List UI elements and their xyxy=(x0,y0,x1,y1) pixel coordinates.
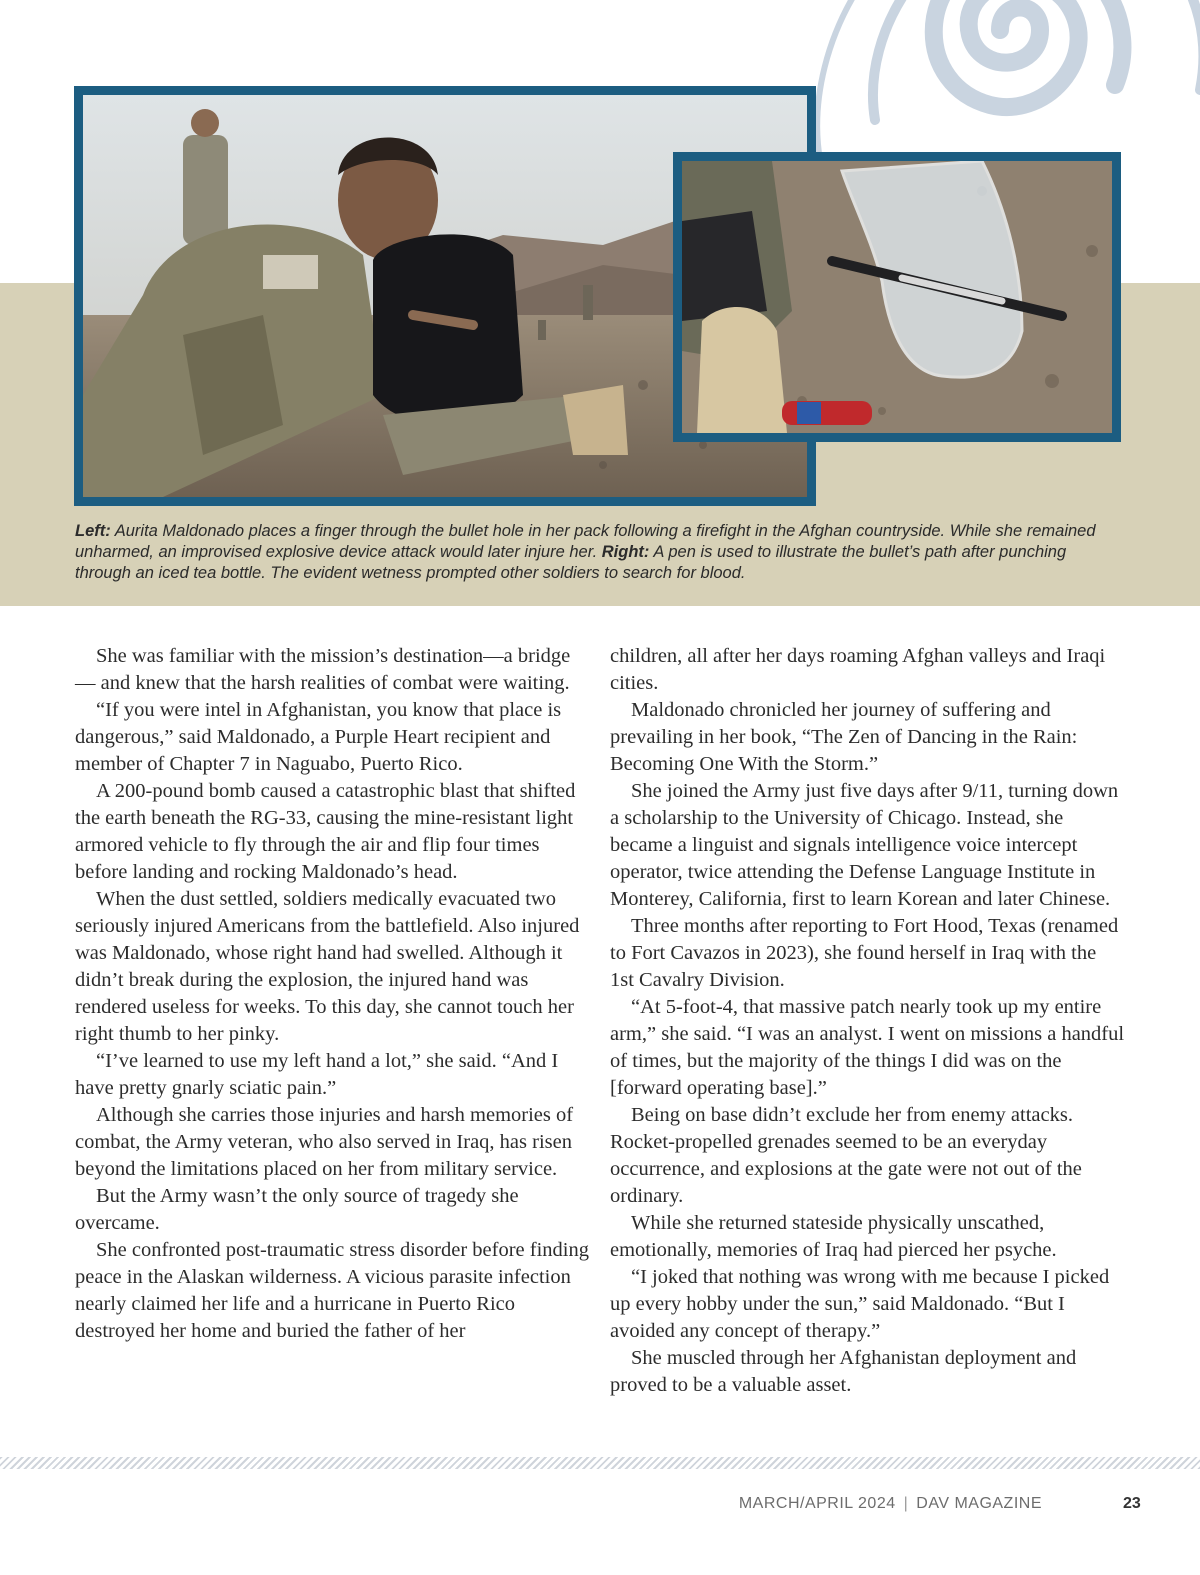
paragraph: She confronted post-traumatic stress disorder before finding peace in the Alaskan wilderness. A vicious parasite infection nearly claimed her life and a hurricane in Puerto Rico destroyed her home and buried the father of her xyxy=(75,1239,590,1342)
paragraph: She joined the Army just five days after 9/11, turning down a scholarship to the University of Chicago. Instead, she became a linguist and signals intelligence voice intercept operator, twice attending the Defense Language Institute in Monterey, California, first to learn Korean and later Chinese. xyxy=(610,780,1119,910)
page-number: 23 xyxy=(1123,1495,1141,1512)
footer-issue: MARCH/APRIL 2024 xyxy=(738,1495,896,1512)
footer-hatch-divider xyxy=(0,1457,1200,1469)
footer-magazine: DAV MAGAZINE xyxy=(916,1495,1042,1512)
caption-right-text: A pen is used to illustrate the bullet’s path after punching through an iced tea bottle. The evident wetness prompted other soldiers to search for blood. xyxy=(75,543,1067,582)
caption-left-label: Left: xyxy=(75,522,111,540)
paragraph: “I joked that nothing was wrong with me because I picked up every hobby under the sun,” said Maldonado. “But I avoided any concept of therapy.” xyxy=(610,1266,1110,1342)
paragraph: But the Army wasn’t the only source of tragedy she overcame. xyxy=(75,1185,519,1234)
photo-caption xyxy=(75,521,1125,584)
footer-issue-info xyxy=(739,1495,1042,1513)
photo-pen-through-bottle xyxy=(673,152,1121,442)
paragraph: Maldonado chronicled her journey of suffering and prevailing in her book, “The Zen of Dancing in the Rain: Becoming One With the Storm.” xyxy=(610,699,1078,775)
paragraph: She was familiar with the mission’s destination—a bridge— and knew that the harsh realities of combat were waiting. xyxy=(75,645,571,694)
paragraph: “If you were intel in Afghanistan, you know that place is dangerous,” said Maldonado, a Purple Heart recipient and member of Chapter 7 in Naguabo, Puerto Rico. xyxy=(75,699,562,775)
paragraph: “I’ve learned to use my left hand a lot,” she said. “And I have pretty gnarly sciatic pain.” xyxy=(75,1050,559,1099)
paragraph: She muscled through her Afghanistan deployment and proved to be a valuable asset. xyxy=(610,1347,1077,1396)
pen-bottle-illustration xyxy=(682,161,1112,433)
article-column-right xyxy=(610,643,1125,1399)
footer-separator: | xyxy=(903,1495,909,1512)
paragraph: “At 5-foot-4, that massive patch nearly took up my entire arm,” she said. “I was an analyst. I went on missions a handful of times, but the majority of the things I did was on the [forward operating base].” xyxy=(610,996,1125,1099)
caption-right-label: Right: xyxy=(601,543,650,561)
paragraph: Three months after reporting to Fort Hood, Texas (renamed to Fort Cavazos in 2023), she found herself in Iraq with the 1st Cavalry Division. xyxy=(610,915,1119,991)
paragraph: Being on base didn’t exclude her from enemy attacks. Rocket-propelled grenades seemed to be an everyday occurrence, and explosions at the gate were not out of the ordinary. xyxy=(610,1104,1082,1207)
caption-left-text: Aurita Maldonado places a finger through the bullet hole in her pack following a firefight in the Afghan countryside. While she remained unharmed, an improvised explosive device attack would later injure her. xyxy=(75,522,1096,561)
paragraph: A 200-pound bomb caused a catastrophic blast that shifted the earth beneath the RG-33, causing the mine-resistant light armored vehicle to fly through the air and flip four times before landing and rocking Maldonado’s head. xyxy=(75,780,576,883)
paragraph: children, all after her days roaming Afghan valleys and Iraqi cities. xyxy=(610,645,1106,694)
article-column-left xyxy=(75,643,590,1345)
paragraph: Although she carries those injuries and harsh memories of combat, the Army veteran, who also served in Iraq, has risen beyond the limitations placed on her from military service. xyxy=(75,1104,574,1180)
paragraph: When the dust settled, soldiers medically evacuated two seriously injured Americans from the battlefield. Also injured was Maldonado, whose right hand had swelled. Although it didn’t break during the explosion, the injured hand was rendered useless for weeks. To this day, she cannot touch her right thumb to her pinky. xyxy=(75,888,580,1045)
paragraph: While she returned stateside physically unscathed, emotionally, memories of Iraq had pierced her psyche. xyxy=(610,1212,1057,1261)
